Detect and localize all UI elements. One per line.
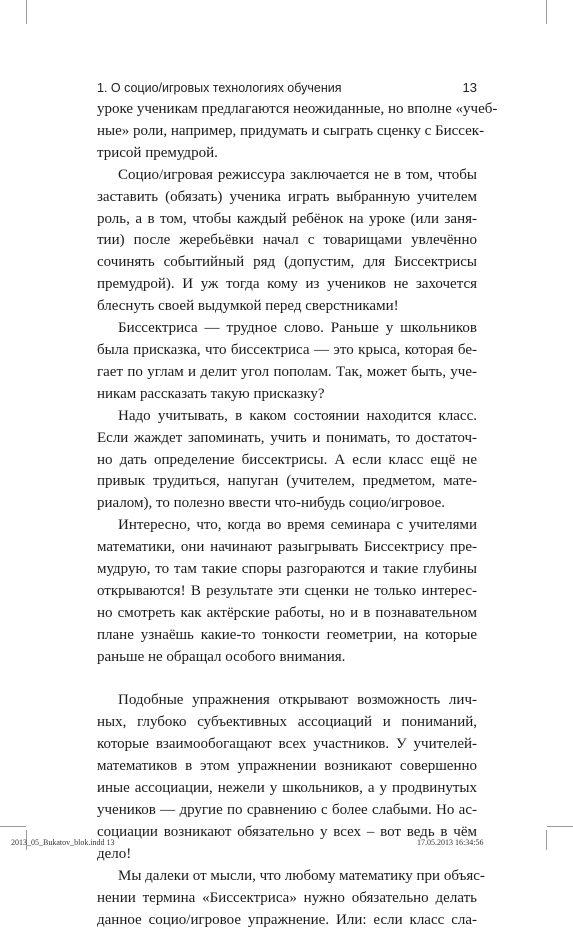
text-line: учеников — другие по сравнению с более слабыми. Но ас- (97, 801, 477, 818)
paragraph (97, 165, 477, 318)
paragraph (97, 318, 477, 406)
text-line: никам рассказать такую присказку? (97, 385, 325, 402)
text-line: тии) после жеребьёвки начал с товарищами увлечённо (97, 232, 477, 249)
text-line: сочинять событийный ряд (допустим, для Биссектрисы (97, 254, 477, 271)
text-line: блеснуть своей выдумкой перед сверстниками! (97, 298, 399, 315)
text-line: Биссектриса — трудное слово. Раньше у школьников (118, 320, 477, 337)
crop-mark-bottom-right (547, 826, 573, 827)
slug-timestamp: 17.05.2013 16:34:56 (417, 838, 484, 847)
text-line: которые взаимообогащают всех участников. У учителей- (97, 736, 477, 753)
text-line: математики, они начинают разыгрывать Биссектрису пре- (97, 539, 477, 556)
text-line: дело! (97, 845, 132, 862)
chapter-title: 1. О социо/игровых технологиях обучения (97, 81, 342, 95)
text-line: Если жаждет запоминать, учить и понимать, то достаточ- (97, 429, 477, 446)
text-line: премудрой). И уж тогда кому из учеников не захочется (97, 276, 477, 293)
text-line: но смотреть как актёрские работы, но и в познавательном (97, 604, 477, 621)
body-text (97, 99, 498, 931)
text-line: гает по углам и делит угол пополам. Так, может быть, уче- (97, 363, 477, 380)
text-line: привык трудиться, напуган (учителем, предметом, мате- (97, 473, 477, 490)
text-line: Интересно, что, когда во время семинара с учителями (118, 517, 477, 534)
text-line: риалом), то полезно ввести что-нибудь социо/игровое. (97, 495, 445, 512)
text-line: плане узнаёшь какие-то тонкости геометрии, на которые (97, 626, 477, 643)
text-line: ные» роли, например, придумать и сыграть сценку с Биссек- (97, 122, 485, 139)
crop-mark-top-left (26, 0, 27, 24)
paragraph (97, 866, 485, 931)
text-line: данное социо/игровое упражнение. Или: если класс сла- (97, 911, 477, 928)
crop-mark-bottom-left (0, 826, 26, 827)
text-line: Мы далеки от мысли, что любому математику при объяс- (118, 867, 485, 884)
page-number: 13 (462, 80, 477, 95)
text-line: открываются! В результате эти сценки не только интерес- (97, 582, 477, 599)
text-line: нении термина «Биссектриса» нужно обязательно делать (97, 889, 477, 906)
text-line: но дать определение биссектрисы. А если класс ещё не (97, 451, 477, 468)
text-line: Подобные упражнения открывают возможность лич- (118, 692, 477, 709)
text-line: мудрую, то там такие споры разгораются и такие глубины (97, 561, 477, 578)
paragraph (97, 515, 477, 668)
running-head (97, 80, 477, 95)
text-line: иные ассоциации, нежели у школьников, а у продвинутых (97, 780, 477, 797)
crop-mark-top-right (546, 0, 547, 24)
paragraph (97, 99, 498, 165)
text-line: была присказка, что биссектриса — это крыса, которая бе- (97, 341, 477, 358)
text-line: раньше не обращал особого внимания. (97, 648, 346, 665)
text-line: заставить (обязать) ученика играть выбранную учителем (97, 188, 477, 205)
text-line: социации возникают обязательно у всех – вот ведь в чём (97, 823, 477, 840)
text-line: трисой премудрой. (97, 144, 218, 161)
text-line: Надо учитывать, в каком состоянии находится класс. (118, 407, 477, 424)
print-slug (0, 838, 573, 850)
slug-filename: 2013_05_Bukatov_blok.indd 13 (11, 838, 115, 847)
text-line: уроке ученикам предлагаются неожиданные, но вполне «учеб- (97, 101, 498, 117)
text-line: математиков в этом упражнении возникают совершенно (97, 758, 477, 775)
text-line: Социо/игровая режиссура заключается не в том, чтобы (118, 166, 477, 183)
paragraph-gap (97, 669, 477, 691)
text-line: роль, а в том, чтобы каждый ребёнок на уроке (или заня- (97, 210, 477, 227)
text-line: ных, глубоко субъективных ассоциаций и пониманий, (97, 714, 477, 731)
paragraph (97, 406, 477, 516)
